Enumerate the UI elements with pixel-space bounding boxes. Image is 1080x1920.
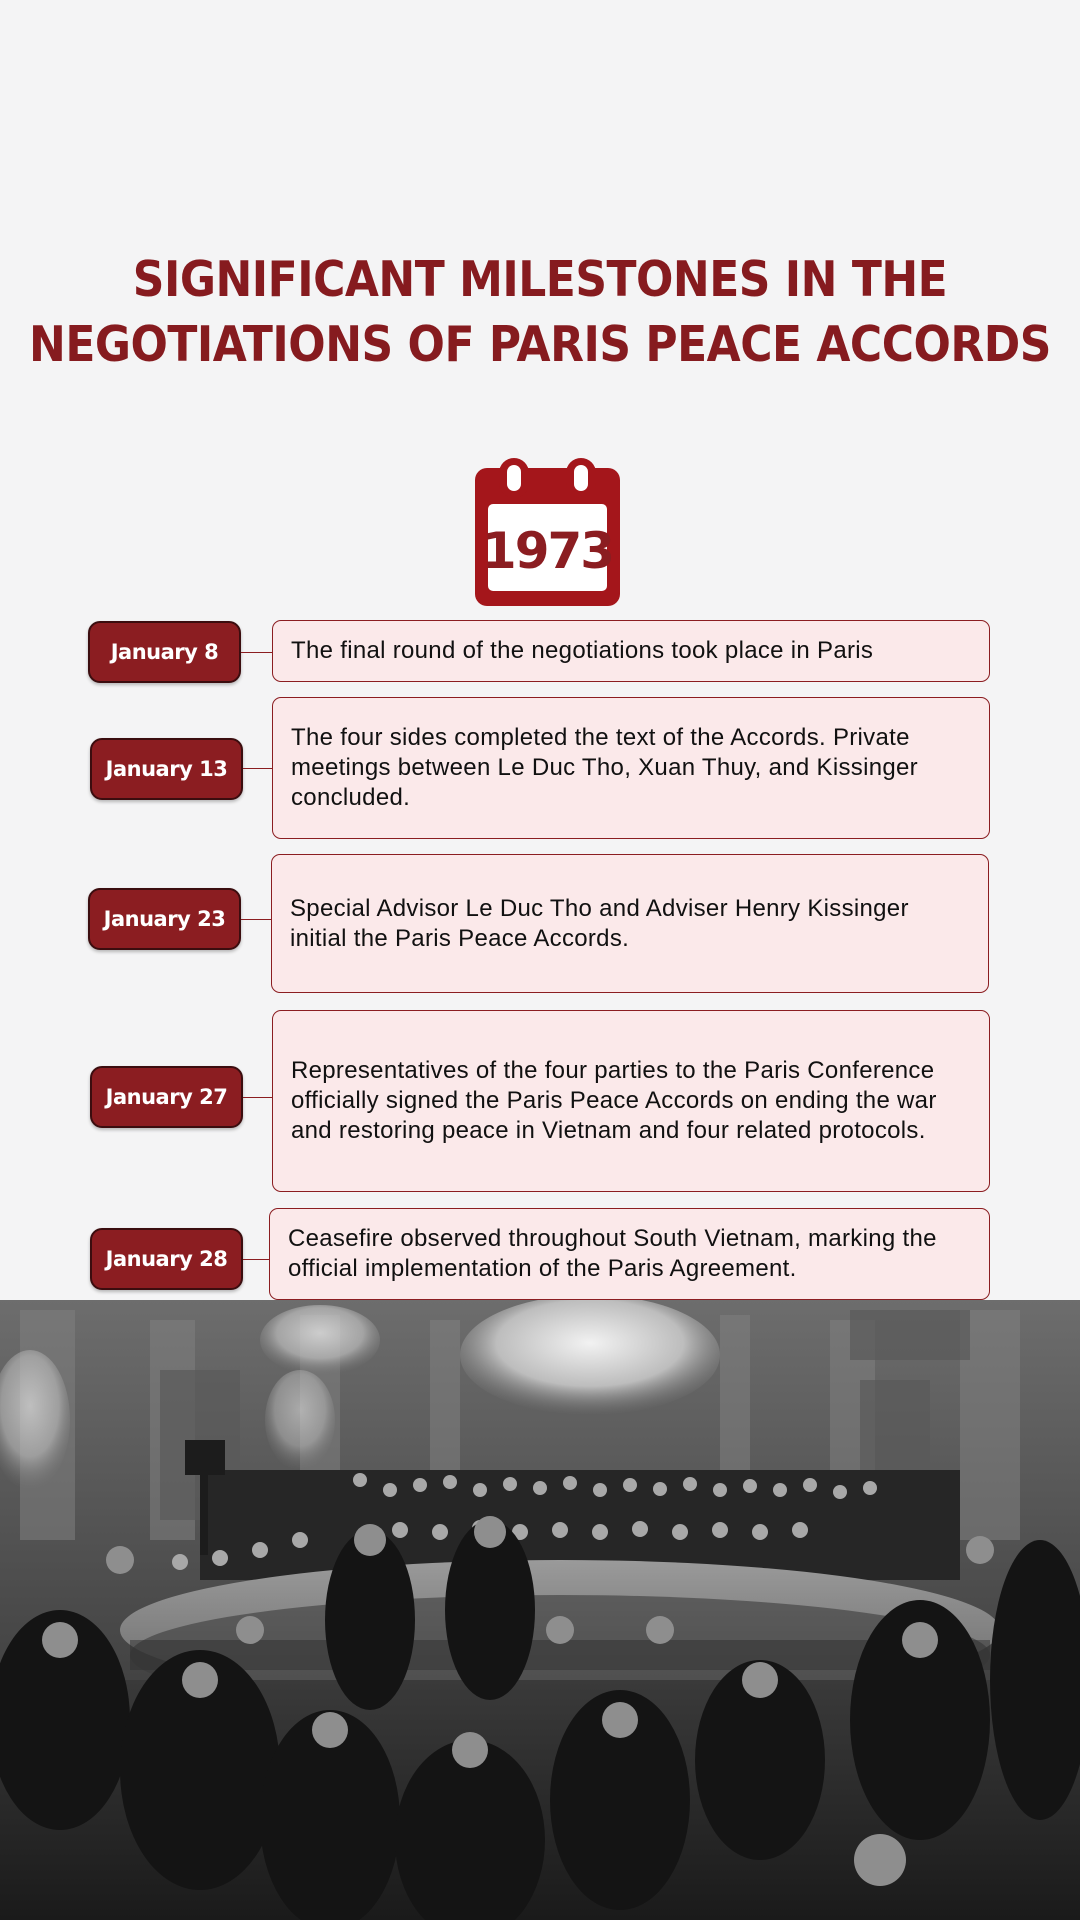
date-badge: January 13 [90, 738, 243, 800]
event-text: The four sides completed the text of the Accords. Private meetings between Le Duc Tho, Xuan Thuy, and Kissinger concluded. [291, 724, 918, 811]
title-line-2: NEGOTIATIONS OF PARIS PEACE ACCORDS [29, 316, 1051, 374]
event-description-box [272, 697, 990, 839]
signing-ceremony-photo [0, 1300, 1080, 1920]
calendar-icon [475, 458, 620, 606]
page-title [0, 248, 1080, 378]
event-description-box [269, 1208, 990, 1300]
connector-line [243, 1097, 272, 1098]
calendar-year: 1973 [481, 522, 614, 580]
event-text: Representatives of the four parties to the Paris Conference officially signed the Paris Peace Accords on ending the war and restoring peace in Vietnam and four related protocols. [291, 1057, 937, 1144]
connector-line [241, 652, 272, 653]
title-line-1: SIGNIFICANT MILESTONES IN THE [132, 251, 948, 309]
event-text: The final round of the negotiations took place in Paris [291, 637, 874, 664]
connector-line [241, 919, 272, 920]
event-description-box [272, 620, 990, 682]
event-text: Special Advisor Le Duc Tho and Adviser Henry Kissinger initial the Paris Peace Accords. [290, 894, 909, 952]
date-badge: January 28 [90, 1228, 243, 1290]
connector-line [243, 768, 272, 769]
date-badge: January 23 [88, 888, 241, 950]
event-text: Ceasefire observed throughout South Vietnam, marking the official implementation of the Paris Agreement. [288, 1225, 937, 1282]
event-description-box [271, 854, 989, 993]
date-badge: January 27 [90, 1066, 243, 1128]
date-badge: January 8 [88, 621, 241, 683]
connector-line [243, 1259, 269, 1260]
event-description-box [272, 1010, 990, 1192]
